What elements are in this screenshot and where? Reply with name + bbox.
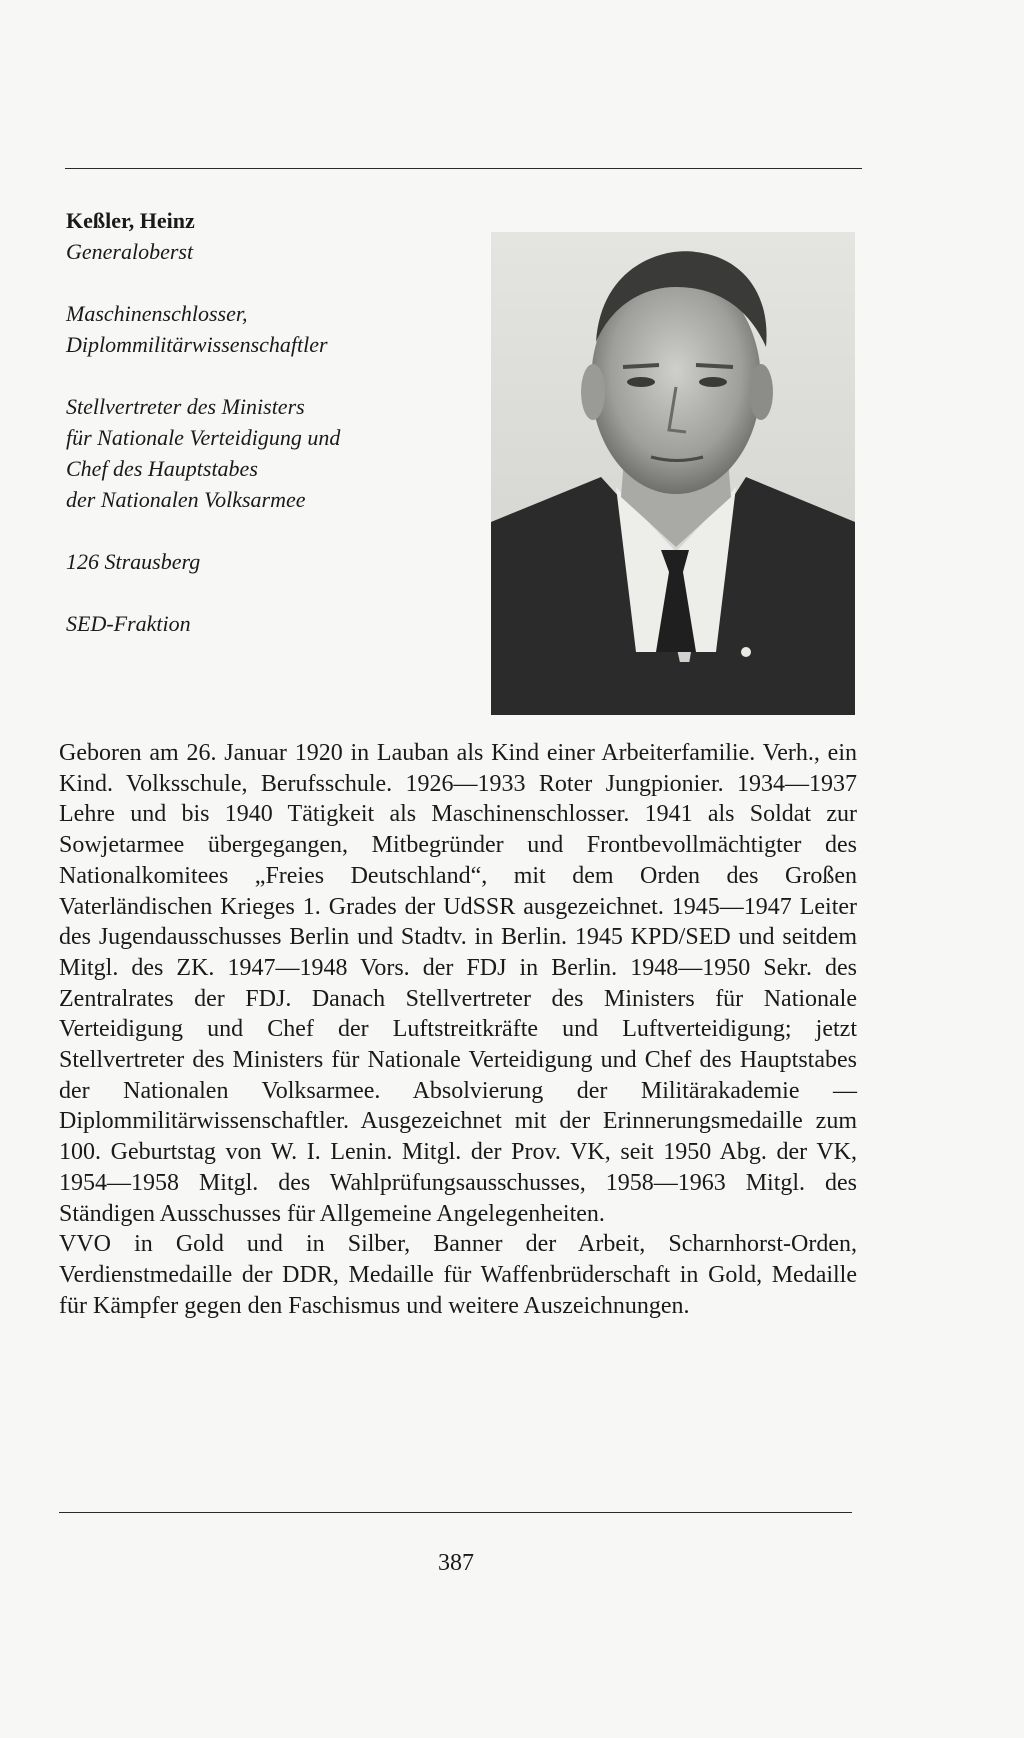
profession-line-2: Diplommilitärwissenschaftler	[66, 332, 328, 357]
biography	[59, 738, 857, 1321]
entry-header	[66, 205, 486, 639]
address: 126 Strausberg	[66, 549, 201, 574]
position-line-2: für Nationale Verteidigung und	[66, 425, 341, 450]
biography-paragraph-2: VVO in Gold und in Silber, Banner der Arbeit, Scharnhorst-Orden, Verdienstmedaille der DDR, Medaille für Waffenbrüderschaft in Gold, Medaille für Kämpfer gegen den Faschismus und weitere Auszeichnungen.	[59, 1231, 857, 1319]
bottom-rule	[59, 1512, 852, 1513]
position-line-1: Stellvertreter des Ministers	[66, 394, 305, 419]
biography-paragraph-1: Geboren am 26. Januar 1920 in Lauban als Kind einer Arbeiterfamilie. Verh., ein Kind. Volksschule, Berufsschule. 1926—1933 Roter Jungpionier. 1934—1937 Lehre und bis 1940 Tätigkeit als Maschinenschlosser. 1941 als Soldat zur Sowjetarmee übergegangen, Mitbegründer und Frontbevollmächtigter des Nationalkomitees „Freies Deutschland“, mit dem Orden des Großen Vaterländischen Krieges 1. Grades der UdSSR ausgezeichnet. 1945—1947 Leiter des Jugendausschusses Berlin und Stadtv. in Berlin. 1945 KPD/SED und seitdem Mitgl. des ZK. 1947—1948 Vors. der FDJ in Berlin. 1948—1950 Sekr. des Zentralrates der FDJ. Danach Stellvertreter des Ministers für Nationale Verteidigung und Chef der Luftstreitkräfte und Luftverteidigung; jetzt Stellvertreter des Ministers für Nationale Verteidigung und Chef des Hauptstabes der Nationalen Volksarmee. Absolvierung der Militärakademie — Diplommilitärwissenschaftler. Ausgezeichnet mit der Erinnerungsmedaille zum 100. Geburtstag von W. I. Lenin. Mitgl. der Prov. VK, seit 1950 Abg. der VK, 1954—1958 Mitgl. des Wahlprüfungsausschusses, 1958—1963 Mitgl. des Ständigen Ausschusses für Allgemeine Angelegenheiten.	[59, 740, 857, 1227]
person-rank: Generaloberst	[66, 239, 194, 264]
position-line-4: der Nationalen Volksarmee	[66, 487, 306, 512]
top-rule	[65, 168, 862, 169]
portrait-illustration	[491, 232, 855, 715]
page-number: 387	[438, 1550, 474, 1576]
person-name: Keßler, Heinz	[66, 208, 195, 233]
faction: SED-Fraktion	[66, 611, 191, 636]
position-line-3: Chef des Hauptstabes	[66, 456, 258, 481]
profession-line-1: Maschinenschlosser,	[66, 301, 248, 326]
portrait-photo	[491, 232, 855, 715]
